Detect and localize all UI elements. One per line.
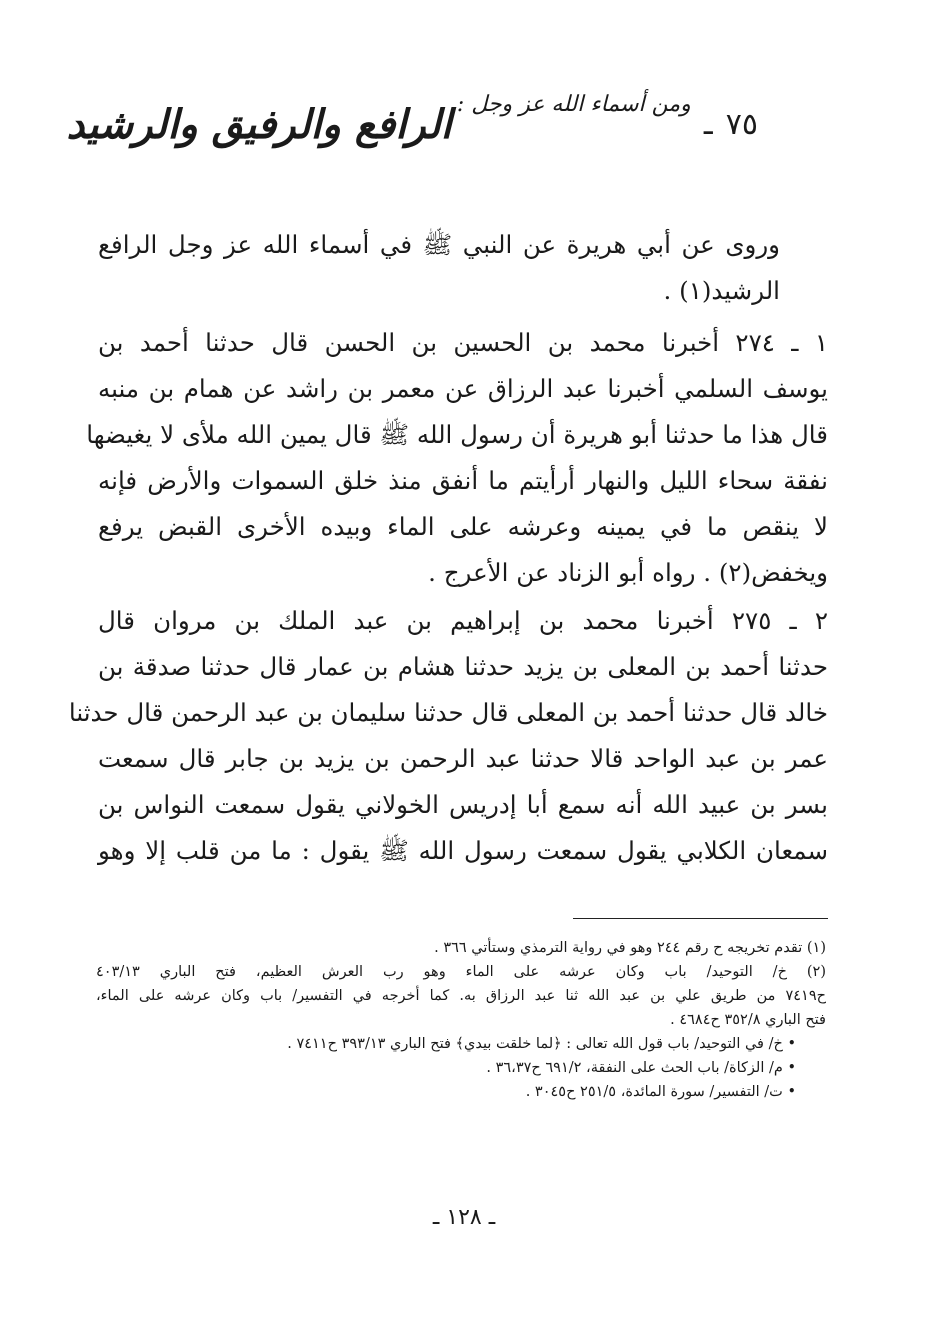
text-line: عمر بن عبد الواحد قالا حدثنا عبد الرحمن بن يزيد بن جابر قال سمعت (98, 744, 828, 773)
text-line: حدثنا أحمد بن المعلى بن يزيد حدثنا هشام بن عمار قال حدثنا صدقة بن (98, 652, 828, 681)
section-dash: ـ (703, 107, 713, 142)
intro-paragraph (98, 222, 828, 314)
footnote-bullet: • م/ الزكاة/ باب الحث على النفقة، ٦٩١/٢ ح٣٦،٣٧ . (486, 1060, 796, 1076)
text-line: ويخفض(٢) . رواه أبو الزناد عن الأعرج . (428, 558, 828, 587)
footnote-bullet: • ت/ التفسير/ سورة المائدة، ٢٥١/٥ ح٣٠٤٥ . (525, 1084, 796, 1100)
text-line: يوسف السلمي أخبرنا عبد الرزاق عن معمر بن راشد عن همام بن منبه (98, 374, 828, 403)
section-title: الرافع والرفيق والرشيد (66, 101, 452, 148)
hadith-275-paragraph (68, 598, 829, 874)
footnote-2-continued: فتح الباري ٣٥٢/٨ ح٤٦٨٤ . (670, 1012, 826, 1028)
hadith-274-paragraph (86, 320, 828, 596)
section-prefix: ومن أسماء الله عز وجل : (456, 92, 691, 117)
section-heading (66, 92, 758, 172)
text-line: لا ينقص ما في يمينه وعرشه على الماء وبيده الأخرى القبض يرفع (98, 512, 828, 541)
footnote-1: (١) تقدم تخريجه ح رقم ٢٤٤ وهو في رواية الترمذي وستأتي ٣٦٦ . (434, 940, 826, 956)
footnote-divider (573, 918, 828, 919)
section-number: ٧٥ (725, 107, 758, 142)
text-line: قال هذا ما حدثنا أبو هريرة أن رسول الله ﷺ قال يمين الله ملأى لا يغيضها (86, 420, 828, 449)
text-line: خالد قال حدثنا أحمد بن المعلى قال حدثنا سليمان بن عبد الرحمن قال حدثنا (68, 698, 828, 727)
footnote-2: (٢) خ/ التوحيد/ باب وكان عرشه على الماء وهو رب العرش العظيم، فتح الباري ٤٠٣/١٣ (96, 964, 826, 980)
footnote-2-continued: ح٧٤١٩ من طريق علي بن عبد الله ثنا عبد الرزاق به. كما أخرجه في التفسير/ باب وكان عرشه على الماء، (96, 988, 826, 1004)
text-line: الرشيد(١) . (663, 276, 780, 305)
text-line: وروى عن أبي هريرة عن النبي ﷺ في أسماء الله عز وجل الرافع (98, 230, 780, 259)
page-number: ـ ١٢٨ ـ (432, 1205, 496, 1230)
text-line: نفقة سحاء الليل والنهار أرأيتم ما أنفق منذ خلق السموات والأرض فإنه (98, 466, 828, 495)
text-line: سمعان الكلابي يقول سمعت رسول الله ﷺ يقول : ما من قلب إلا وهو (98, 836, 828, 865)
footnotes (96, 936, 826, 1104)
text-line: ١ ـ ٢٧٤ أخبرنا محمد بن الحسين بن الحسن قال حدثنا أحمد بن (98, 328, 828, 357)
text-line: بسر بن عبيد الله أنه سمع أبا إدريس الخولاني يقول سمعت النواس بن (98, 790, 828, 819)
footnote-bullet: • خ/ في التوحيد/ باب قول الله تعالى : ﴿لما خلقت بيدي﴾ فتح الباري ٣٩٣/١٣ ح٧٤١١ . (287, 1036, 796, 1052)
text-line: ٢ ـ ٢٧٥ أخبرنا محمد بن إبراهيم بن عبد الملك بن مروان قال (98, 606, 829, 635)
